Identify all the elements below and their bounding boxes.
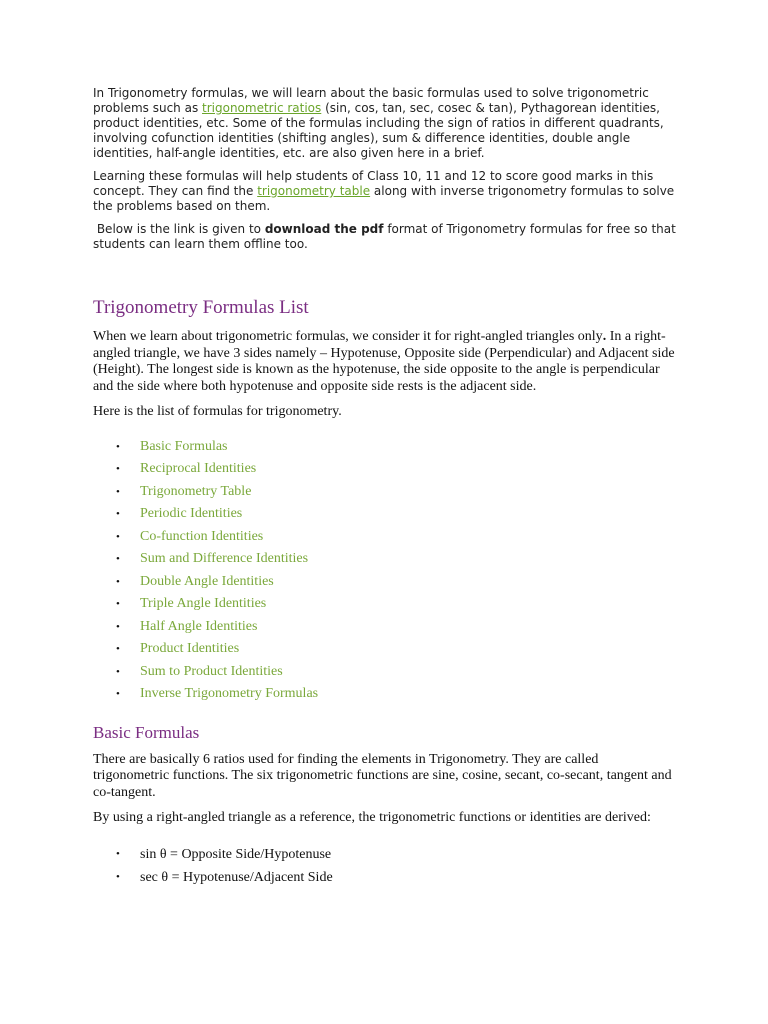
paragraph-text: In a right-angled triangle, we have 3 sides namely – Hypotenuse, Opposite side (Perpendicular) and Adjacent side (Height). The longest side is known as the hypotenuse, the side opposite to the angle is perpendicular and the side where both hypotenuse and opposite side rests is the adjacent side. <box>93 329 675 395</box>
bullet-icon: • <box>116 848 120 861</box>
bullet-icon: • <box>116 665 120 678</box>
bullet-icon: • <box>116 598 120 611</box>
bullet-icon: • <box>116 643 120 656</box>
topic-link[interactable]: Triple Angle Identities <box>140 596 267 612</box>
intro-text: (sin, cos, tan, sec, cosec & tan), Pythagorean identities, product identities, etc. Some of the formulas including the sign of ratios in different quadrants, involving cofunction identities (shifting angles), sum & difference identities, double angle identities, half-angle identities, etc. are also given here in a brief. <box>93 101 664 160</box>
list-item[interactable] <box>93 548 678 571</box>
paragraph-text: . <box>602 329 607 344</box>
list-item[interactable] <box>93 458 678 481</box>
intro-paragraph-1 <box>93 86 678 161</box>
list-item[interactable] <box>93 616 678 639</box>
formula-text: sec θ = Hypotenuse/Adjacent Side <box>140 870 333 886</box>
bullet-icon: • <box>116 575 120 588</box>
bullet-icon: • <box>116 620 120 633</box>
list-item[interactable] <box>93 683 678 706</box>
intro-text: Learning these formulas will help students of Class 10, 11 and 12 to score good marks in this concept. They can find the <box>93 169 654 198</box>
intro-paragraph-2 <box>93 169 678 214</box>
topic-link[interactable]: Product Identities <box>140 641 240 657</box>
intro-text: format of Trigonometry formulas for free so that students can learn them offline too. <box>93 222 680 251</box>
bullet-icon: • <box>116 688 120 701</box>
formula-text: sin θ = Opposite Side/Hypotenuse <box>140 847 332 863</box>
topic-link[interactable]: Inverse Trigonometry Formulas <box>140 686 319 702</box>
list-item[interactable] <box>93 436 678 459</box>
topic-link[interactable]: Basic Formulas <box>140 438 228 454</box>
list-item[interactable] <box>93 638 678 661</box>
formula-list <box>93 843 678 889</box>
trig-formulas-list-heading: Trigonometry Formulas List <box>93 297 309 318</box>
topic-link[interactable]: Co-function Identities <box>140 528 264 544</box>
topic-link[interactable]: Double Angle Identities <box>140 573 274 589</box>
formula-topic-list <box>93 436 678 706</box>
bullet-icon: • <box>116 485 120 498</box>
paragraph-text: When we learn about trigonometric formulas, we consider it for right-angled triangles only <box>93 329 603 344</box>
basic-paragraph-1: There are basically 6 ratios used for finding the elements in Trigonometry. They are called trigonometric functions. The six trigonometric functions are sine, cosine, secant, co-secant, tangent and co-tangent. <box>93 751 672 800</box>
formula-item <box>93 843 678 866</box>
bullet-icon: • <box>116 553 120 566</box>
intro-text: In Trigonometry formulas, we will learn about the basic formulas used to solve trigonometric problems such as <box>93 86 649 115</box>
topic-link[interactable]: Sum to Product Identities <box>140 663 283 679</box>
document-page <box>93 86 678 889</box>
list-item[interactable] <box>93 593 678 616</box>
intro-paragraph-3 <box>93 222 678 252</box>
list-item[interactable] <box>93 571 678 594</box>
bullet-icon: • <box>116 463 120 476</box>
list-item[interactable] <box>93 661 678 684</box>
list-lead-paragraph: Here is the list of formulas for trigonometry. <box>93 403 342 419</box>
list-item[interactable] <box>93 481 678 504</box>
topic-link[interactable]: Sum and Difference Identities <box>140 551 309 567</box>
intro-text: along with inverse trigonometry formulas to solve the problems based on them. <box>93 184 675 213</box>
topic-link[interactable]: Trigonometry Table <box>140 483 252 499</box>
bullet-icon: • <box>116 871 120 884</box>
list-item[interactable] <box>93 503 678 526</box>
bullet-icon: • <box>116 508 120 521</box>
download-pdf-text: download the pdf <box>264 222 384 236</box>
topic-link[interactable]: Reciprocal Identities <box>140 461 257 477</box>
bullet-icon: • <box>116 440 120 453</box>
basic-paragraph-2: By using a right-angled triangle as a reference, the trigonometric functions or identities are derived: <box>93 809 651 825</box>
formula-item <box>93 866 678 889</box>
topic-link[interactable]: Half Angle Identities <box>140 618 258 634</box>
trigonometry-table-link[interactable]: trigonometry table <box>257 184 371 198</box>
list-item[interactable] <box>93 526 678 549</box>
bullet-icon: • <box>116 530 120 543</box>
topic-link[interactable]: Periodic Identities <box>140 506 243 522</box>
trigonometric-ratios-link[interactable]: trigonometric ratios <box>202 101 322 115</box>
list-intro-paragraph <box>93 329 678 396</box>
basic-formulas-heading: Basic Formulas <box>93 722 200 742</box>
intro-text: Below is the link is given to <box>93 222 265 236</box>
